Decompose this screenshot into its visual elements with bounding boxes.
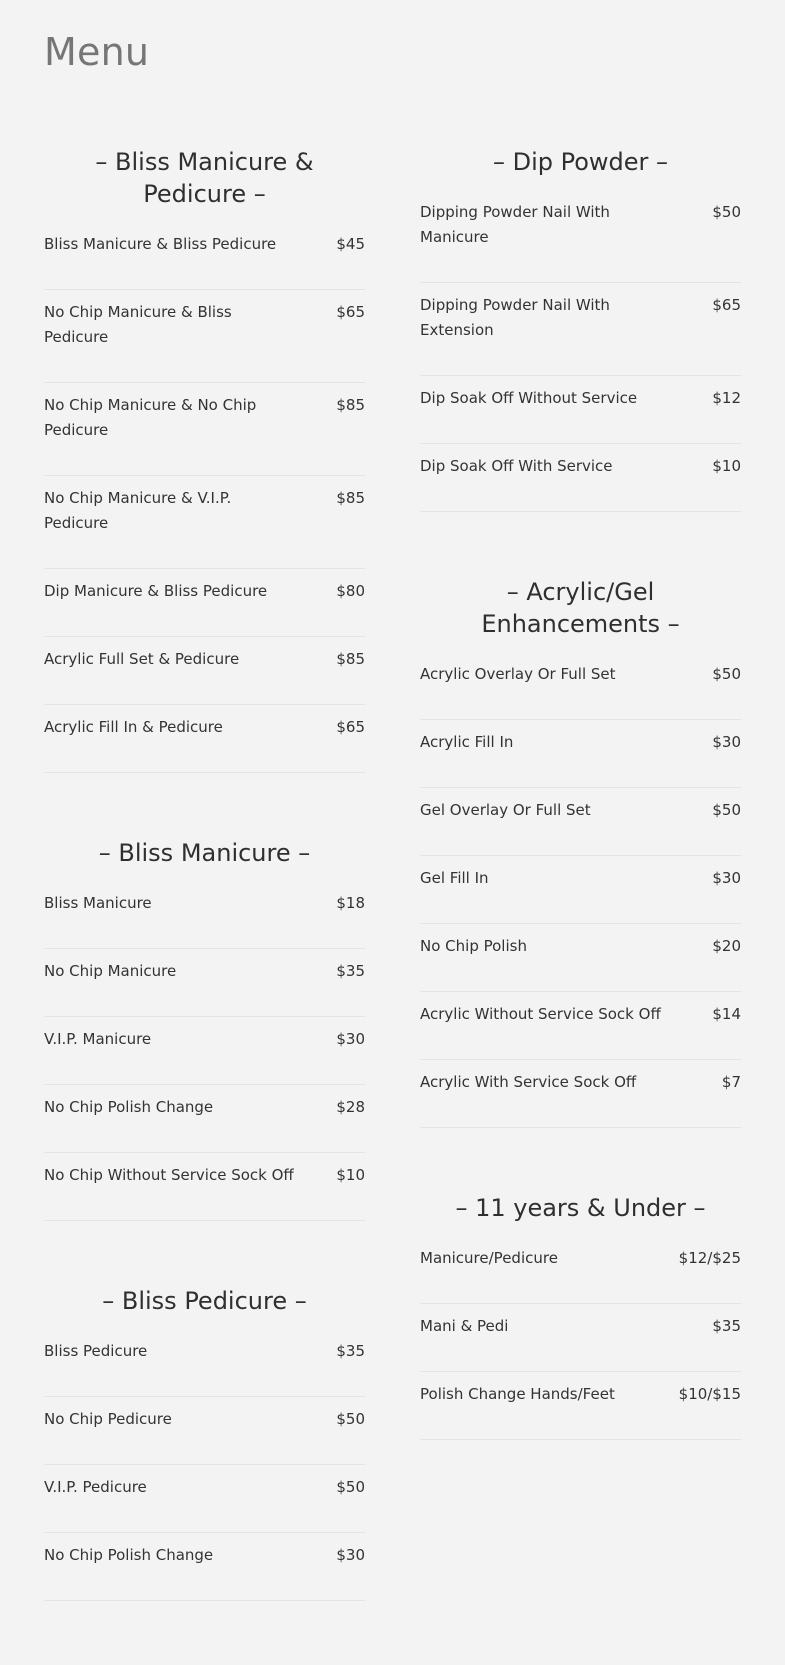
menu-item [44, 1397, 365, 1465]
menu-item-name: No Chip Manicure & Bliss Pedicure [44, 303, 232, 346]
menu-item-list [420, 1246, 741, 1440]
menu-item-price: $50 [336, 1410, 365, 1428]
menu-item-price: $35 [336, 1342, 365, 1360]
menu-item [420, 1246, 741, 1304]
menu-item-price: $30 [712, 869, 741, 887]
menu-item [420, 720, 741, 788]
menu-item-name: Manicure/Pedicure [420, 1249, 558, 1267]
menu-item [420, 992, 741, 1060]
section-title: – Bliss Pedicure – [102, 1287, 307, 1315]
section-bliss-manicure [44, 837, 365, 1221]
menu-item-price: $85 [336, 650, 365, 668]
page-title: Menu [44, 30, 150, 74]
menu-item-name: No Chip Without Service Sock Off [44, 1166, 294, 1184]
menu-item-price: $14 [712, 1005, 741, 1023]
menu-item-list [420, 200, 741, 512]
menu-item [44, 949, 365, 1017]
menu-item-price: $10 [712, 457, 741, 475]
menu-item-price: $18 [336, 894, 365, 912]
menu-item-price: $50 [712, 665, 741, 683]
menu-item-price: $50 [712, 801, 741, 819]
menu-item-name: Acrylic Overlay Or Full Set [420, 665, 616, 683]
menu-item-name: Dip Soak Off With Service [420, 457, 613, 475]
menu-item-price: $50 [712, 203, 741, 221]
menu-item-name: Acrylic With Service Sock Off [420, 1073, 637, 1091]
menu-item-price: $35 [712, 1317, 741, 1335]
menu-item-name: V.I.P. Manicure [44, 1030, 152, 1048]
menu-item-name: Acrylic Fill In & Pedicure [44, 718, 223, 736]
menu-item [420, 376, 741, 444]
menu-item-price: $20 [712, 937, 741, 955]
menu-item-name: V.I.P. Pedicure [44, 1478, 147, 1496]
menu-item-name: Gel Overlay Or Full Set [420, 801, 591, 819]
menu-item-price: $85 [336, 489, 365, 507]
menu-item-price: $7 [721, 1073, 741, 1091]
menu-item-price: $85 [336, 396, 365, 414]
section-acrylic-gel-enhancements [420, 576, 741, 1128]
menu-item [44, 1465, 365, 1533]
menu-item [44, 1339, 365, 1397]
section-title: – 11 years & Under – [455, 1194, 706, 1222]
menu-item [420, 1372, 741, 1440]
menu-item-name: Acrylic Fill In [420, 733, 514, 751]
menu-item-name: No Chip Polish Change [44, 1098, 214, 1116]
section-title: – Acrylic/Gel Enhancements – [481, 578, 680, 638]
section-bliss-pedicure [44, 1285, 365, 1601]
menu-item-price: $28 [336, 1098, 365, 1116]
menu-item [44, 705, 365, 773]
menu-item [44, 232, 365, 290]
menu-item [44, 637, 365, 705]
menu-item [420, 1304, 741, 1372]
menu-item-name: Bliss Manicure & Bliss Pedicure [44, 235, 277, 253]
section-11-years-and-under [420, 1192, 741, 1440]
menu-item-price: $12 [712, 389, 741, 407]
menu-item-price: $80 [336, 582, 365, 600]
menu-item [44, 569, 365, 637]
menu-item-name: No Chip Manicure & No Chip Pedicure [44, 396, 257, 439]
menu-item-price: $65 [712, 296, 741, 314]
menu-item-price: $65 [336, 718, 365, 736]
menu-item-price: $30 [336, 1030, 365, 1048]
menu-column-left [44, 146, 365, 1665]
menu-item-name: No Chip Polish [420, 937, 527, 955]
menu-item-price: $65 [336, 303, 365, 321]
menu-item [420, 1060, 741, 1128]
menu-item-list [44, 891, 365, 1221]
menu-item [44, 1533, 365, 1601]
menu-item-name: No Chip Manicure [44, 962, 177, 980]
menu-column-right [420, 146, 741, 1504]
menu-item [44, 1153, 365, 1221]
menu-item-name: Mani & Pedi [420, 1317, 509, 1335]
menu-item-name: Acrylic Full Set & Pedicure [44, 650, 240, 668]
menu-item-list [44, 232, 365, 773]
menu-item-name: No Chip Pedicure [44, 1410, 172, 1428]
menu-item-price: $10 [336, 1166, 365, 1184]
menu-item-name: Dipping Powder Nail With Manicure [420, 203, 610, 246]
section-title: – Dip Powder – [492, 148, 669, 176]
menu-item-price: $35 [336, 962, 365, 980]
section-dip-powder [420, 146, 741, 512]
menu-item-price: $30 [712, 733, 741, 751]
menu-item-name: Acrylic Without Service Sock Off [420, 1005, 661, 1023]
menu-item-name: Gel Fill In [420, 869, 489, 887]
menu-item [420, 788, 741, 856]
menu-item [420, 444, 741, 512]
menu-item [420, 200, 741, 283]
menu-item-name: Dip Soak Off Without Service [420, 389, 638, 407]
menu-item-price: $45 [336, 235, 365, 253]
menu-item [44, 383, 365, 476]
section-title: – Bliss Manicure & Pedicure – [95, 148, 314, 208]
menu-item [44, 891, 365, 949]
menu-item-name: No Chip Manicure & V.I.P. Pedicure [44, 489, 232, 532]
menu-item-name: No Chip Polish Change [44, 1546, 214, 1564]
menu-item [44, 290, 365, 383]
menu-item [44, 1017, 365, 1085]
menu-item-name: Bliss Manicure [44, 894, 152, 912]
menu-item-price: $10/$15 [678, 1385, 741, 1403]
menu-item [420, 283, 741, 376]
menu-item-name: Polish Change Hands/Feet [420, 1385, 615, 1403]
section-bliss-manicure-pedicure [44, 146, 365, 773]
menu-item [420, 856, 741, 924]
menu-item-price: $50 [336, 1478, 365, 1496]
menu-item [420, 662, 741, 720]
menu-item-list [44, 1339, 365, 1601]
section-title: – Bliss Manicure – [98, 839, 311, 867]
menu-item-price: $12/$25 [678, 1249, 741, 1267]
menu-item-price: $30 [336, 1546, 365, 1564]
menu-item [44, 1085, 365, 1153]
menu-item-name: Dip Manicure & Bliss Pedicure [44, 582, 268, 600]
menu-item [420, 924, 741, 992]
menu-item-name: Dipping Powder Nail With Extension [420, 296, 610, 339]
menu-item-name: Bliss Pedicure [44, 1342, 148, 1360]
menu-item-list [420, 662, 741, 1128]
menu-item [44, 476, 365, 569]
